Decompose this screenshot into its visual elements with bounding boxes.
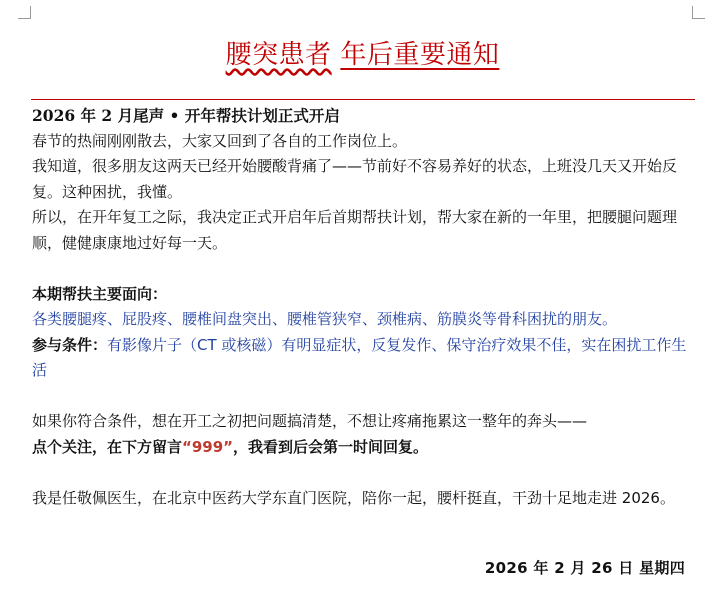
condition-text: 有影像片子（CT 或核磁）有明显症状，反复发作、保守治疗效果不佳，实在困扰工作生活 [32, 335, 687, 379]
cta-line-1: 如果你符合条件，想在开工之初把问题搞清楚，不想让疼痛拖累这一整年的奔头—— [32, 412, 588, 430]
document-title [0, 34, 725, 71]
spacer [32, 384, 696, 410]
page-corner-mark-right [692, 6, 705, 19]
cta-after: ，我看到后会第一时间回复。 [233, 437, 429, 456]
document-date: 2026 年 2 月 26 日 星期四 [484, 559, 685, 577]
paragraph-1: 春节的热闹刚刚散去，大家又回到了各自的工作岗位上。 [32, 131, 408, 150]
subtitle: 2026 年 2 月尾声 • 开年帮扶计划正式开启 [32, 106, 340, 125]
title-part-two: 年后重要通知 [340, 40, 500, 70]
closing-paragraph: 我是任敬佩医生，在北京中医药大学东直门医院，陪你一起，腰杆挺直，干劲十足地走进 2026。 [32, 488, 675, 507]
cta-before: 点个关注，在下方留言 [32, 437, 183, 456]
paragraph-2: 我知道，很多朋友这两天已经开始腰酸背痛了——节前好不容易养好的状态，上班没几天又开始反复。这种困扰，我懂。 [32, 157, 678, 201]
target-list: 各类腰腿疼、屁股疼、腰椎间盘突出、腰椎管狭窄、颈椎病、筋膜炎等骨科困扰的朋友。 [32, 310, 618, 328]
page-corner-mark-left [18, 6, 31, 19]
condition-line [32, 333, 696, 384]
cta-line-2 [32, 435, 696, 461]
paragraph-3: 所以，在开年复工之际，我决定正式开启年后首期帮扶计划，帮大家在新的一年里，把腰腿问题理顺，健健康康地过好每一天。 [32, 208, 678, 252]
document-body [32, 103, 696, 511]
cta-keyword: “999” [182, 437, 234, 456]
spacer [32, 256, 696, 282]
spacer [32, 460, 696, 486]
target-heading: 本期帮扶主要面向： [32, 284, 168, 303]
title-divider [31, 99, 695, 100]
condition-label: 参与条件： [32, 335, 108, 354]
title-part-one: 腰突患者 [225, 40, 332, 70]
